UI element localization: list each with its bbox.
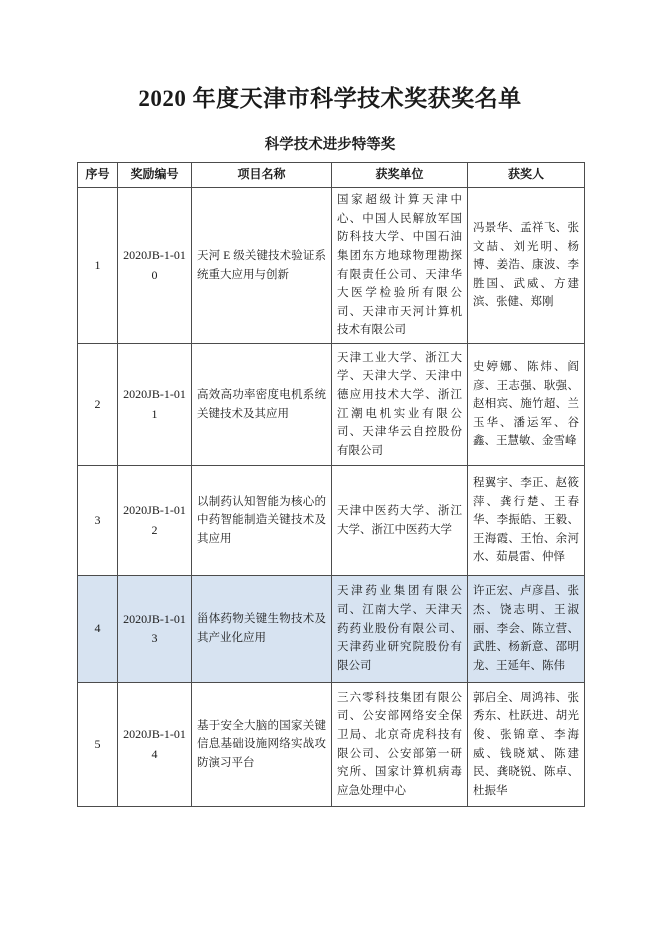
cell-winners: 冯景华、孟祥飞、张文喆、刘光明、杨博、姜浩、康波、李胜国、武威、方建滨、张健、郑刚 (468, 188, 585, 344)
awards-table (77, 162, 585, 807)
column-header-winners: 获奖人 (468, 163, 585, 188)
cell-organizations: 天津药业集团有限公司、江南大学、天津天药药业股份有限公司、天津药业研究院股份有限公司 (332, 576, 468, 683)
column-header-organizations: 获奖单位 (332, 163, 468, 188)
cell-index: 3 (78, 466, 118, 576)
table-row (78, 683, 585, 807)
cell-project: 甾体药物关键生物技术及其产业化应用 (192, 576, 332, 683)
cell-project: 天河 E 级关键技术验证系统重大应用与创新 (192, 188, 332, 344)
cell-award-no: 2020JB-1-010 (118, 188, 192, 344)
cell-winners: 程翼宇、李正、赵筱萍、龚行楚、王春华、李振皓、王毅、王海霞、王怡、余河水、茹晨雷、仲怿 (468, 466, 585, 576)
cell-index: 1 (78, 188, 118, 344)
cell-index: 5 (78, 683, 118, 807)
cell-award-no: 2020JB-1-012 (118, 466, 192, 576)
cell-award-no: 2020JB-1-014 (118, 683, 192, 807)
cell-index: 4 (78, 576, 118, 683)
cell-organizations: 三六零科技集团有限公司、公安部网络安全保卫局、北京奇虎科技有限公司、公安部第一研究所、国家计算机病毒应急处理中心 (332, 683, 468, 807)
table-row (78, 466, 585, 576)
cell-project: 以制药认知智能为核心的中药智能制造关键技术及其应用 (192, 466, 332, 576)
cell-organizations: 天津中医药大学、浙江大学、浙江中医药大学 (332, 466, 468, 576)
section-title: 科学技术进步特等奖 (264, 137, 396, 153)
cell-award-no: 2020JB-1-011 (118, 344, 192, 466)
page-title: 2020 年度天津市科学技术奖获奖名单 (138, 86, 522, 111)
table-row (78, 188, 585, 344)
cell-winners: 史婷娜、陈炜、阎彦、王志强、耿强、赵相宾、施竹超、兰玉华、潘运军、谷鑫、王慧敏、金雪峰 (468, 344, 585, 466)
cell-project: 基于安全大脑的国家关键信息基础设施网络实战攻防演习平台 (192, 683, 332, 807)
cell-organizations: 国家超级计算天津中心、中国人民解放军国防科技大学、中国石油集团东方地球物理勘探有限责任公司、天津华大医学检验所有限公司、天津市天河计算机技术有限公司 (332, 188, 468, 344)
column-header-award-no: 奖励编号 (118, 163, 192, 188)
cell-winners: 许正宏、卢彦昌、张杰、饶志明、王淑丽、李会、陈立营、武胜、杨新意、邵明龙、王延年、陈伟 (468, 576, 585, 683)
column-header-project: 项目名称 (192, 163, 332, 188)
table-row-highlighted (78, 576, 585, 683)
cell-project: 高效高功率密度电机系统关键技术及其应用 (192, 344, 332, 466)
column-header-index: 序号 (78, 163, 118, 188)
cell-index: 2 (78, 344, 118, 466)
cell-award-no: 2020JB-1-013 (118, 576, 192, 683)
table-row (78, 344, 585, 466)
table-header-row (78, 163, 585, 188)
cell-organizations: 天津工业大学、浙江大学、天津大学、天津中德应用技术大学、浙江江潮电机实业有限公司、天津华云自控股份有限公司 (332, 344, 468, 466)
cell-winners: 郭启全、周鸿祎、张秀东、杜跃进、胡光俊、张锦章、李海威、钱晓斌、陈建民、龚晓锐、陈卓、杜振华 (468, 683, 585, 807)
